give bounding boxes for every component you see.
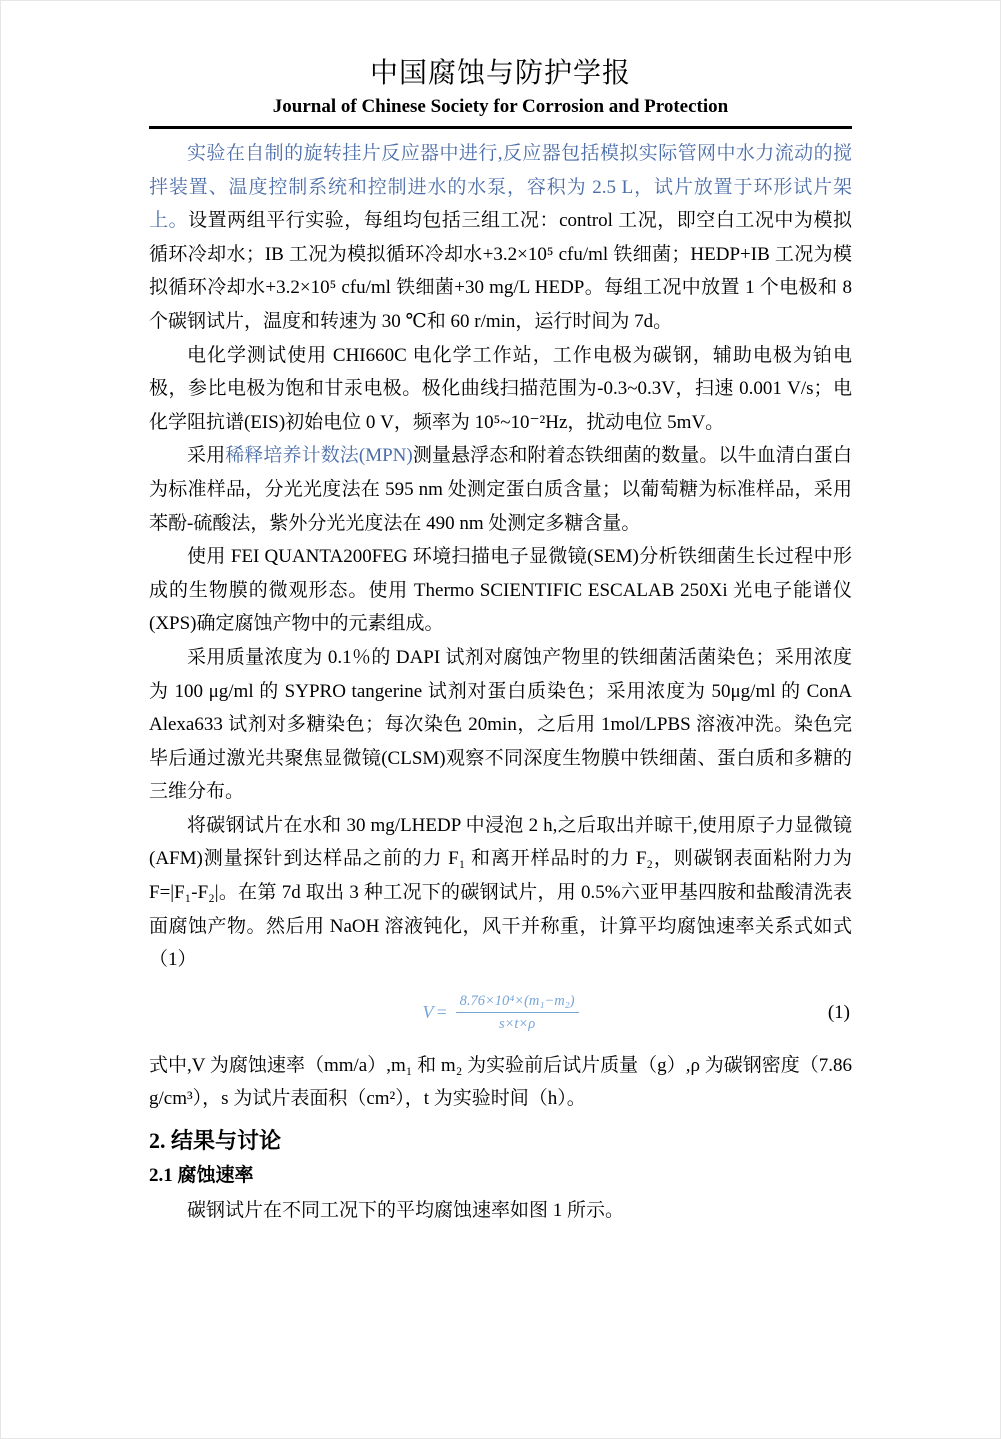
- equation-number: (1): [827, 1002, 850, 1024]
- header-rule: [149, 126, 852, 129]
- journal-title-en: Journal of Chinese Society for Corrosion and Protection: [272, 96, 729, 117]
- edited-text-reactor: 实验在自制的旋转挂片反应器中进行,反应器包括模拟实际管网中水力流动的搅拌装置、温度控制系统和控制进水的水泵，容积为 2.5 L，试片放置于环形试片架上。: [149, 143, 852, 232]
- paragraph-mpn-measurement: [149, 439, 852, 540]
- corrosion-rate-formula: [422, 992, 578, 1033]
- subsection-heading-corrosion-rate: 2.1 腐蚀速率: [149, 1165, 254, 1187]
- paragraph-sem-xps: 使用 FEI QUANTA200FEG 环境扫描电子显微镜(SEM)分析铁细菌生长过程中形成的生物膜的微观形态。使用 Thermo SCIENTIFIC ESCALAB 250Xi 光电子能谱仪(XPS)确定腐蚀产物中的元素组成。: [149, 546, 852, 635]
- paragraph-electrochemical-test: 电化学测试使用 CHI660C 电化学工作站，工作电极为碳钢，辅助电极为铂电极，参比电极为饱和甘汞电极。极化曲线扫描范围为-0.3~0.3V，扫速 0.001 V/s；电化学阻抗谱(EIS)初始电位 0 V，频率为 10⁵~10⁻²Hz，扰动电位 5mV。: [149, 344, 852, 433]
- text-working-conditions: 设置两组平行实验，每组均包括三组工况：control 工况，即空白工况中为模拟循环冷却水；IB 工况为模拟循环冷却水+3.2×10⁵ cfu/ml 铁细菌；HEDP+IB 工况为模拟循环冷却水+3.2×10⁵ cfu/ml 铁细菌+30 mg/L HEDP。每组工况中放置 1 个电极和 8 个碳钢试片，温度和转速为 30 ℃和 60 r/min，运行时间为 7d。: [149, 210, 852, 332]
- paragraph-afm-weighing: 将碳钢试片在水和 30 mg/LHEDP 中浸泡 2 h,之后取出并晾干,使用原子力显微镜(AFM)测量探针到达样品之前的力 F₁ 和离开样品时的力 F₂，则碳钢表面粘附力为 F=|F₁-F₂|。在第 7d 取出 3 种工况下的碳钢试片，用 0.5%六亚甲基四胺和盐酸清洗表面腐蚀产物。然后用 NaOH 溶液钝化，风干并称重，计算平均腐蚀速率关系式如式（1）: [149, 814, 852, 971]
- formula-denominator: s×t×ρ: [498, 1016, 536, 1033]
- text-mpn-pre: 采用: [187, 445, 226, 467]
- formula-numerator: 8.76×10⁴×(m₁−m₂): [456, 992, 579, 1013]
- equation-1-row: [149, 977, 852, 1049]
- formula-fraction: [456, 992, 579, 1033]
- paragraph-formula-legend: 式中,V 为腐蚀速率（mm/a）,m₁ 和 m₂ 为实验前后试片质量（g）,ρ 为碳钢密度（7.86 g/cm³），s 为试片表面积（cm²），t 为实验时间（h）。: [149, 1054, 852, 1110]
- edited-text-mpn: 稀释培养计数法(MPN): [225, 445, 413, 467]
- paragraph-figure1-reference: 碳钢试片在不同工况下的平均腐蚀速率如图 1 所示。: [187, 1200, 625, 1222]
- formula-equals: =: [435, 1002, 448, 1023]
- formula-lhs: V: [422, 1002, 436, 1023]
- text-mpn-post: 测量悬浮态和附着态铁细菌的数量。以牛血清白蛋白为标准样品，分光光度法在 595 nm 处测定蛋白质含量；以葡萄糖为标准样品，采用苯酚-硫酸法，紫外分光光度法在 490 nm 处测定多糖含量。: [149, 445, 852, 534]
- section-heading-results: 2. 结果与讨论: [149, 1128, 282, 1154]
- paragraph-experiment-setup: [149, 137, 852, 339]
- page-content: [1, 1, 1000, 1228]
- paragraph-staining-clsm: 采用质量浓度为 0.1％的 DAPI 试剂对腐蚀产物里的铁细菌活菌染色；采用浓度为 100 μg/ml 的 SYPRO tangerine 试剂对蛋白质染色；采用浓度为 50μg/ml 的 ConA Alexa633 试剂对多糖染色；每次染色 20min，之后用 1mol/LPBS 溶液冲洗。染色完毕后通过激光共聚焦显微镜(CLSM)观察不同深度生物膜中铁细菌、蛋白质和多糖的三维分布。: [149, 646, 852, 803]
- article-body: [149, 137, 852, 1228]
- journal-title-zh: 中国腐蚀与防护学报: [369, 58, 631, 89]
